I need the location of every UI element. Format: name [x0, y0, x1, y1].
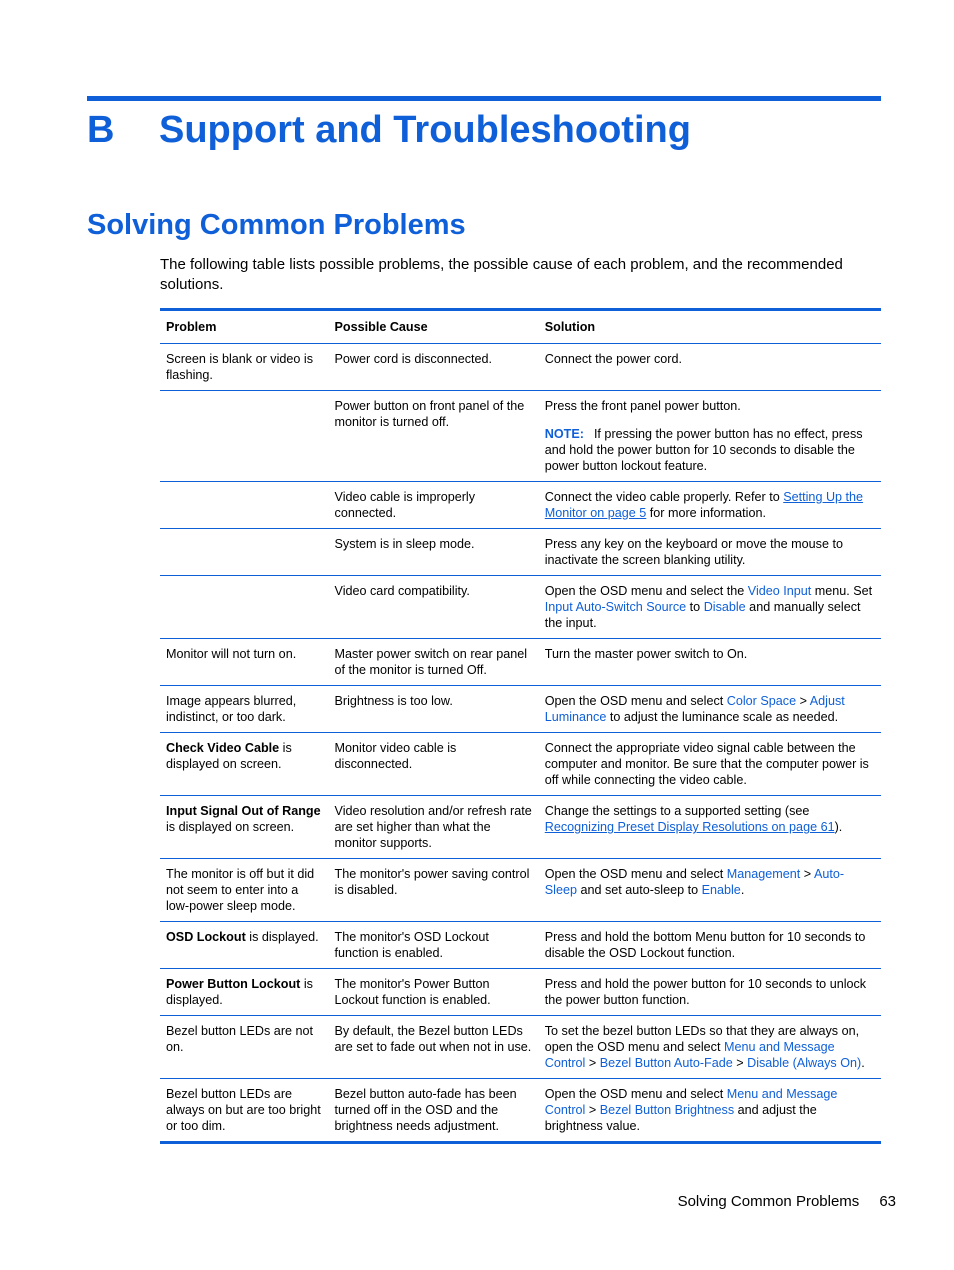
menu-ref: Disable (Always On) — [747, 1056, 862, 1070]
separator: > — [585, 1103, 600, 1117]
menu-ref: Management — [726, 867, 801, 881]
preset-resolutions-link[interactable]: Recognizing Preset Display Resolutions on page 61 — [544, 820, 835, 834]
solution-cell — [539, 859, 881, 922]
troubleshooting-table — [160, 308, 881, 1144]
solution-text: To set the bezel button LEDs so that they are always on, open the OSD menu and select — [544, 1024, 860, 1054]
cause-cell: The monitor's power saving control is disabled. — [329, 859, 539, 922]
note-label: NOTE: — [544, 427, 584, 441]
note-block — [545, 426, 875, 474]
solution-text: Press the front panel power button. — [544, 399, 741, 413]
chapter-title: Support and Troubleshooting — [159, 109, 691, 151]
problem-cell: Bezel button LEDs are always on but are too bright or too dim. — [166, 1087, 321, 1133]
cause-cell: System is in sleep mode. — [329, 529, 539, 576]
table-row — [160, 391, 881, 482]
solution-cell — [539, 482, 881, 529]
chapter-top-rule — [87, 96, 881, 101]
header-possible-cause: Possible Cause — [329, 310, 539, 344]
table-row — [160, 639, 881, 686]
menu-ref: Disable — [703, 600, 746, 614]
solution-cell: Press any key on the keyboard or move the mouse to inactivate the screen blanking utility. — [539, 529, 881, 576]
solution-cell: Connect the power cord. — [539, 344, 881, 391]
menu-ref: Video Input — [747, 584, 812, 598]
menu-ref: Bezel Button Auto-Fade — [599, 1056, 733, 1070]
problem-bold: Power Button Lockout — [166, 977, 301, 991]
page-footer — [678, 1192, 896, 1212]
solution-text: to adjust the luminance scale as needed. — [606, 710, 839, 724]
table-row — [160, 344, 881, 391]
solution-text: to — [686, 600, 704, 614]
problem-bold: Input Signal Out of Range — [166, 804, 321, 818]
solution-cell — [539, 391, 881, 482]
cause-cell: Video cable is improperly connected. — [329, 482, 539, 529]
menu-ref: Auto-Sleep — [544, 867, 845, 897]
solution-text: Open the OSD menu and select — [544, 694, 727, 708]
solution-cell: Connect the appropriate video signal cable between the computer and monitor. Be sure that the computer power is off while connecting the video cable. — [539, 733, 881, 796]
solution-text: Open the OSD menu and select — [544, 1087, 727, 1101]
menu-ref: Enable — [701, 883, 741, 897]
solution-text: and manually select the input. — [544, 600, 861, 630]
problem-cell: Bezel button LEDs are not on. — [160, 1016, 329, 1079]
solution-text: . — [740, 883, 745, 897]
cause-cell: The monitor's Power Button Lockout function is enabled. — [329, 969, 539, 1016]
footer-section-title: Solving Common Problems — [677, 1193, 860, 1210]
table-row — [160, 482, 881, 529]
menu-ref: Input Auto-Switch Source — [544, 600, 687, 614]
problem-cell — [160, 391, 329, 482]
table-row — [160, 1079, 881, 1143]
problem-text: is displayed on screen. — [166, 741, 292, 771]
problem-bold: Check Video Cable — [166, 741, 280, 755]
problem-text: is displayed. — [166, 977, 313, 1007]
problem-cell — [160, 576, 329, 639]
menu-ref: Menu and Message Control — [544, 1040, 835, 1070]
table-header-row — [160, 310, 881, 344]
problem-cell — [160, 482, 329, 529]
table-row — [160, 969, 881, 1016]
cause-cell: By default, the Bezel button LEDs are set to fade out when not in use. — [329, 1016, 539, 1079]
problem-cell — [160, 529, 329, 576]
intro-paragraph: The following table lists possible problems, the possible cause of each problem, and the recommended solutions. — [160, 256, 843, 293]
table-row — [160, 796, 881, 859]
solution-text: Open the OSD menu and select the — [544, 584, 748, 598]
table-row — [160, 576, 881, 639]
cause-cell: Bezel button auto-fade has been turned off in the OSD and the brightness needs adjustment. — [334, 1087, 517, 1133]
solution-text: and set auto-sleep to — [576, 883, 702, 897]
cause-cell: Power button on front panel of the monitor is turned off. — [329, 391, 539, 482]
solution-cell — [539, 1016, 881, 1079]
table-row — [160, 859, 881, 922]
cause-cell: Video card compatibility. — [329, 576, 539, 639]
problem-cell: Image appears blurred, indistinct, or too dark. — [160, 686, 329, 733]
solution-text: menu. Set — [811, 584, 873, 598]
solution-cell: Press and hold the bottom Menu button for 10 seconds to disable the OSD Lockout function. — [539, 922, 881, 969]
cause-cell: Master power switch on rear panel of the monitor is turned Off. — [329, 639, 539, 686]
solution-text: Change the settings to a supported setting (see — [544, 804, 810, 818]
solution-cell: Turn the master power switch to On. — [539, 639, 881, 686]
solution-cell — [539, 576, 881, 639]
separator: > — [732, 1056, 748, 1070]
cause-cell: Brightness is too low. — [329, 686, 539, 733]
note-text: If pressing the power button has no effect, press and hold the power button for 10 seconds to disable the power button lockout feature. — [544, 427, 863, 473]
solution-cell: Press and hold the power button for 10 seconds to unlock the power button function. — [539, 969, 881, 1016]
solution-text: ). — [834, 820, 843, 834]
cause-cell: Monitor video cable is disconnected. — [329, 733, 539, 796]
table-row — [160, 686, 881, 733]
section-title: Solving Common Problems — [87, 209, 466, 241]
separator: > — [585, 1056, 600, 1070]
solution-text: and adjust the brightness value. — [544, 1103, 817, 1133]
problem-cell — [160, 796, 329, 859]
separator: > — [800, 867, 814, 881]
problem-cell — [160, 969, 329, 1016]
solution-cell — [539, 686, 881, 733]
cause-cell: Video resolution and/or refresh rate are set higher than what the monitor supports. — [329, 796, 539, 859]
separator: > — [796, 694, 810, 708]
chapter-heading — [87, 108, 691, 152]
solution-text: for more information. — [646, 506, 766, 520]
chapter-letter: B — [87, 109, 115, 151]
menu-ref: Menu and Message Control — [544, 1087, 838, 1117]
solution-cell — [539, 1079, 881, 1143]
table-row — [160, 922, 881, 969]
cause-cell: The monitor's OSD Lockout function is enabled. — [329, 922, 539, 969]
solution-cell — [539, 796, 881, 859]
table-row — [160, 529, 881, 576]
problem-text: is displayed on screen. — [166, 820, 295, 834]
cause-cell: Power cord is disconnected. — [329, 344, 539, 391]
problem-cell: Monitor will not turn on. — [160, 639, 329, 686]
problem-cell: Screen is blank or video is flashing. — [160, 344, 329, 391]
problem-cell: The monitor is off but it did not seem to enter into a low-power sleep mode. — [160, 859, 329, 922]
header-problem: Problem — [160, 310, 329, 344]
header-solution: Solution — [539, 310, 881, 344]
problem-bold: OSD Lockout — [166, 930, 246, 944]
problem-cell — [160, 922, 329, 969]
solution-text: . — [861, 1056, 865, 1070]
menu-ref: Adjust Luminance — [544, 694, 845, 724]
page-number: 63 — [879, 1193, 896, 1210]
table-row — [160, 1016, 881, 1079]
problem-text: is displayed. — [245, 930, 319, 944]
menu-ref: Color Space — [726, 694, 797, 708]
solution-text: Open the OSD menu and select — [544, 867, 727, 881]
solution-text: Connect the video cable properly. Refer to — [544, 490, 784, 504]
problem-cell — [160, 733, 329, 796]
menu-ref: Bezel Button Brightness — [599, 1103, 735, 1117]
table-row — [160, 733, 881, 796]
setting-up-monitor-link[interactable]: Setting Up the Monitor on page 5 — [544, 490, 864, 520]
